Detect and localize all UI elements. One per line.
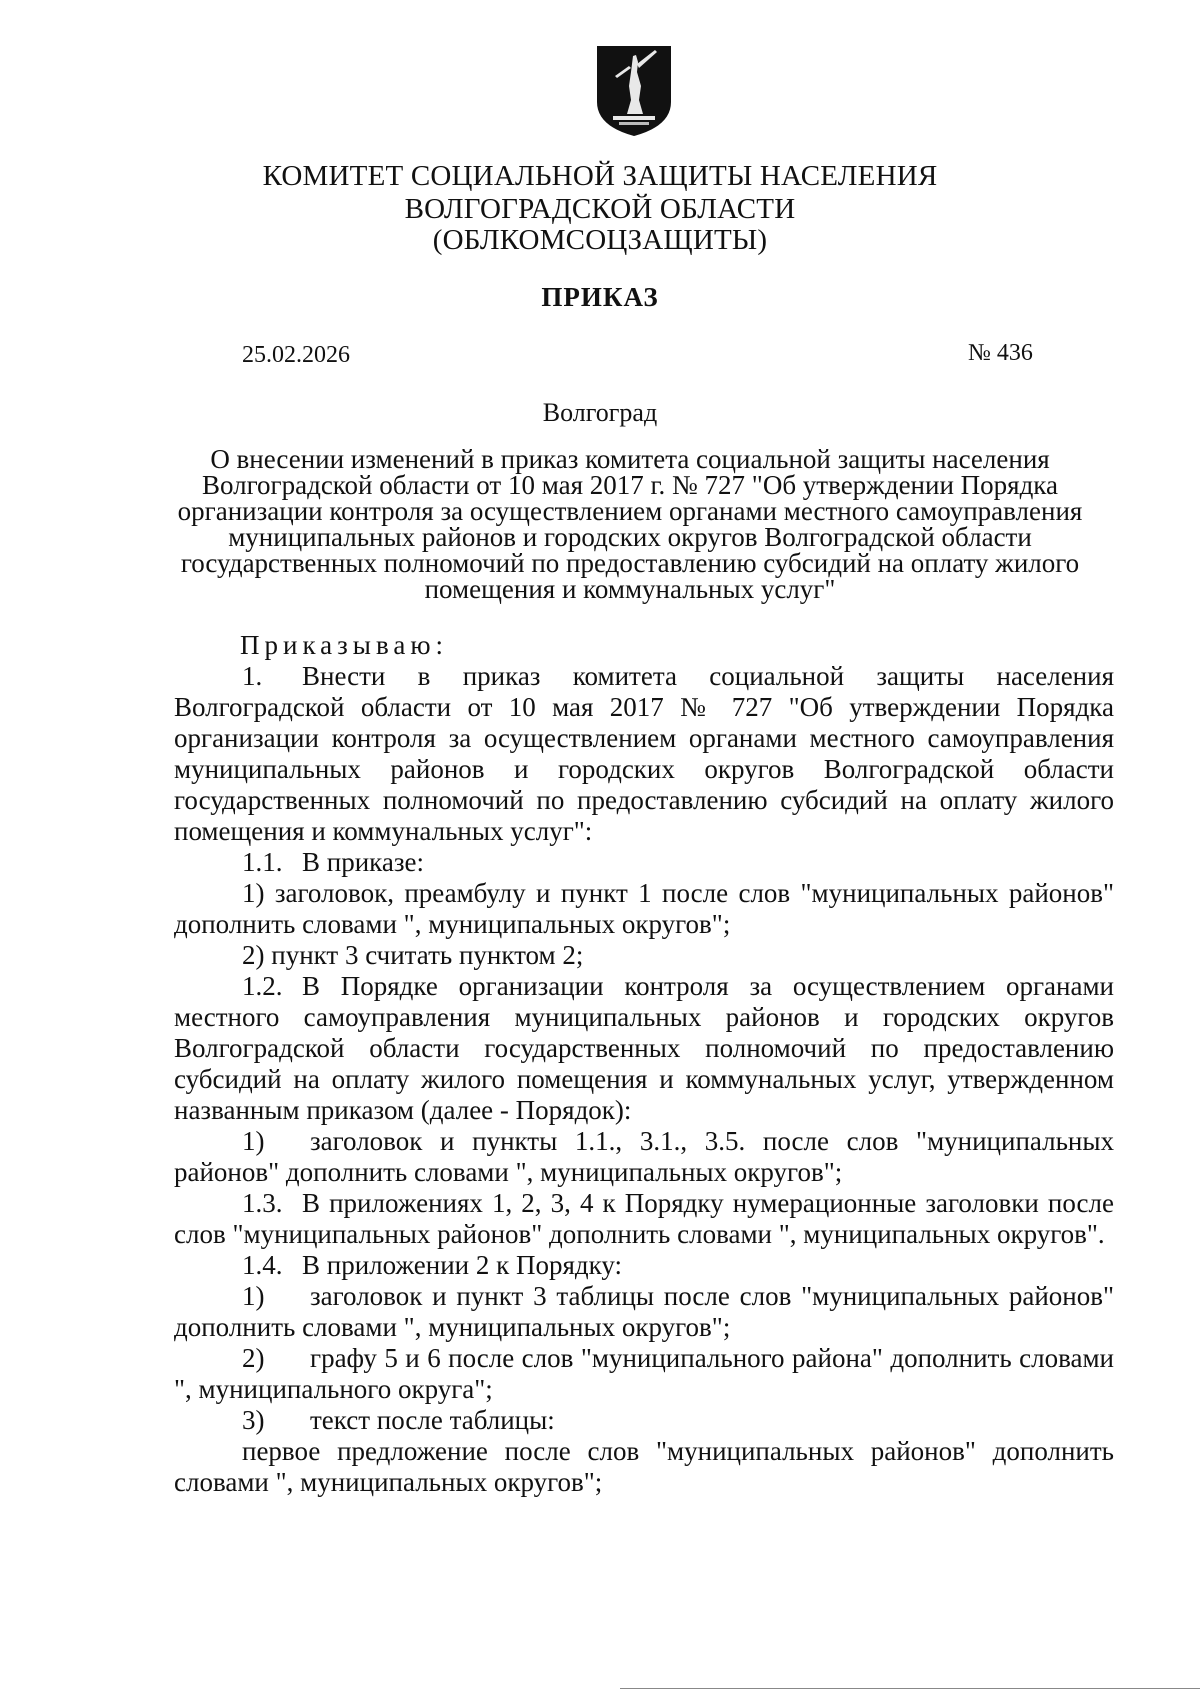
paragraph-number: 1. [242,661,263,691]
paragraph-text: В приложении 2 к Порядку: [302,1250,622,1280]
volgograd-coat-of-arms-icon [593,42,675,138]
paragraph-1-1-item-1: 1) заголовок, преамбулу и пункт 1 после слов "муниципальных районов" дополнить словами ", муниципальных округов"; [174,878,1114,939]
scan-edge-line [620,1688,1200,1689]
paragraph-text: Внести в приказ комитета социальной защиты населения Волгоградской области от 10 мая 2017 № 727 "Об утверждении Порядка организации контроля за осуществлением органами местного самоуправления муниципальных районов и городских округов Волгоградской области государственных полномочий по предоставлению субсидий на оплату жилого помещения и коммунальных услуг": [174,661,1114,846]
paragraph-1-3 [174,1188,1114,1250]
document-date: 25.02.2026 [242,342,350,368]
paragraph-text: В приказе: [302,847,425,877]
paragraph-number: 1) [242,1126,265,1156]
paragraph-number: 1.2. [242,971,283,1001]
paragraph-number: 3) [242,1405,265,1435]
paragraph-text: графу 5 и 6 после слов "муниципального района" дополнить словами ", муниципального округа"; [174,1343,1114,1404]
paragraph-1-4-item-1 [174,1281,1114,1343]
paragraph-1 [174,661,1114,847]
document-city: Волгоград [542,398,658,427]
paragraph-1-1 [174,847,1114,878]
document-body [174,630,1114,1498]
paragraph-text: текст после таблицы: [310,1405,555,1435]
paragraph-1-2 [174,971,1114,1126]
paragraph-number: 1.4. [242,1250,283,1280]
paragraph-text: В приложениях 1, 2, 3, 4 к Порядку нумерационные заголовки после слов "муниципальных районов" дополнить словами ", муниципальных округов". [174,1188,1114,1249]
paragraph-1-1-item-2: 2) пункт 3 считать пунктом 2; [242,940,584,970]
paragraph-text: В Порядке организации контроля за осуществлением органами местного самоуправления муниципальных районов и городских округов Волгоградской области государственных полномочий по предоставлению субсидий на оплату жилого помещения и коммунальных услуг, утвержденном названным приказом (далее - Порядок): [174,971,1114,1125]
paragraph-1-4 [174,1250,1114,1281]
organization-name-line2: ВОЛГОГРАДСКОЙ ОБЛАСТИ [404,193,796,225]
paragraph-text: заголовок и пункты 1.1., 3.1., 3.5. после слов "муниципальных районов" дополнить словами ", муниципальных округов"; [174,1126,1114,1187]
paragraph-1-2-item-1 [174,1126,1114,1188]
paragraph-1-4-item-3 [174,1405,1114,1436]
paragraph-text: заголовок и пункт 3 таблицы после слов "муниципальных районов" дополнить словами ", муниципальных округов"; [174,1281,1114,1342]
order-word: Приказываю: [240,630,448,660]
organization-abbreviation: (ОБЛКОМСОЦЗАЩИТЫ) [432,224,768,256]
paragraph-1-4-item-2 [174,1343,1114,1405]
document-subject: О внесении изменений в приказ комитета социальной защиты населения Волгоградской области от 10 мая 2017 г. № 727 "Об утверждении Порядка организации контроля за осуществлением органами местного самоуправления муниципальных районов и городских округов Волгоградской области государственных полномочий по предоставлению субсидий на оплату жилого помещения и коммунальных услуг" [177,444,1083,604]
document-number: № 436 [968,340,1033,366]
paragraph-1-4-item-3-sentence: первое предложение после слов "муниципальных районов" дополнить словами ", муниципальных округов"; [174,1436,1114,1497]
paragraph-number: 1.3. [242,1188,283,1218]
document-type-title: ПРИКАЗ [541,282,659,312]
organization-name-line1: КОМИТЕТ СОЦИАЛЬНОЙ ЗАЩИТЫ НАСЕЛЕНИЯ [262,160,938,192]
paragraph-number: 1) [242,1281,265,1311]
paragraph-number: 1.1. [242,847,283,877]
paragraph-number: 2) [242,1343,265,1373]
